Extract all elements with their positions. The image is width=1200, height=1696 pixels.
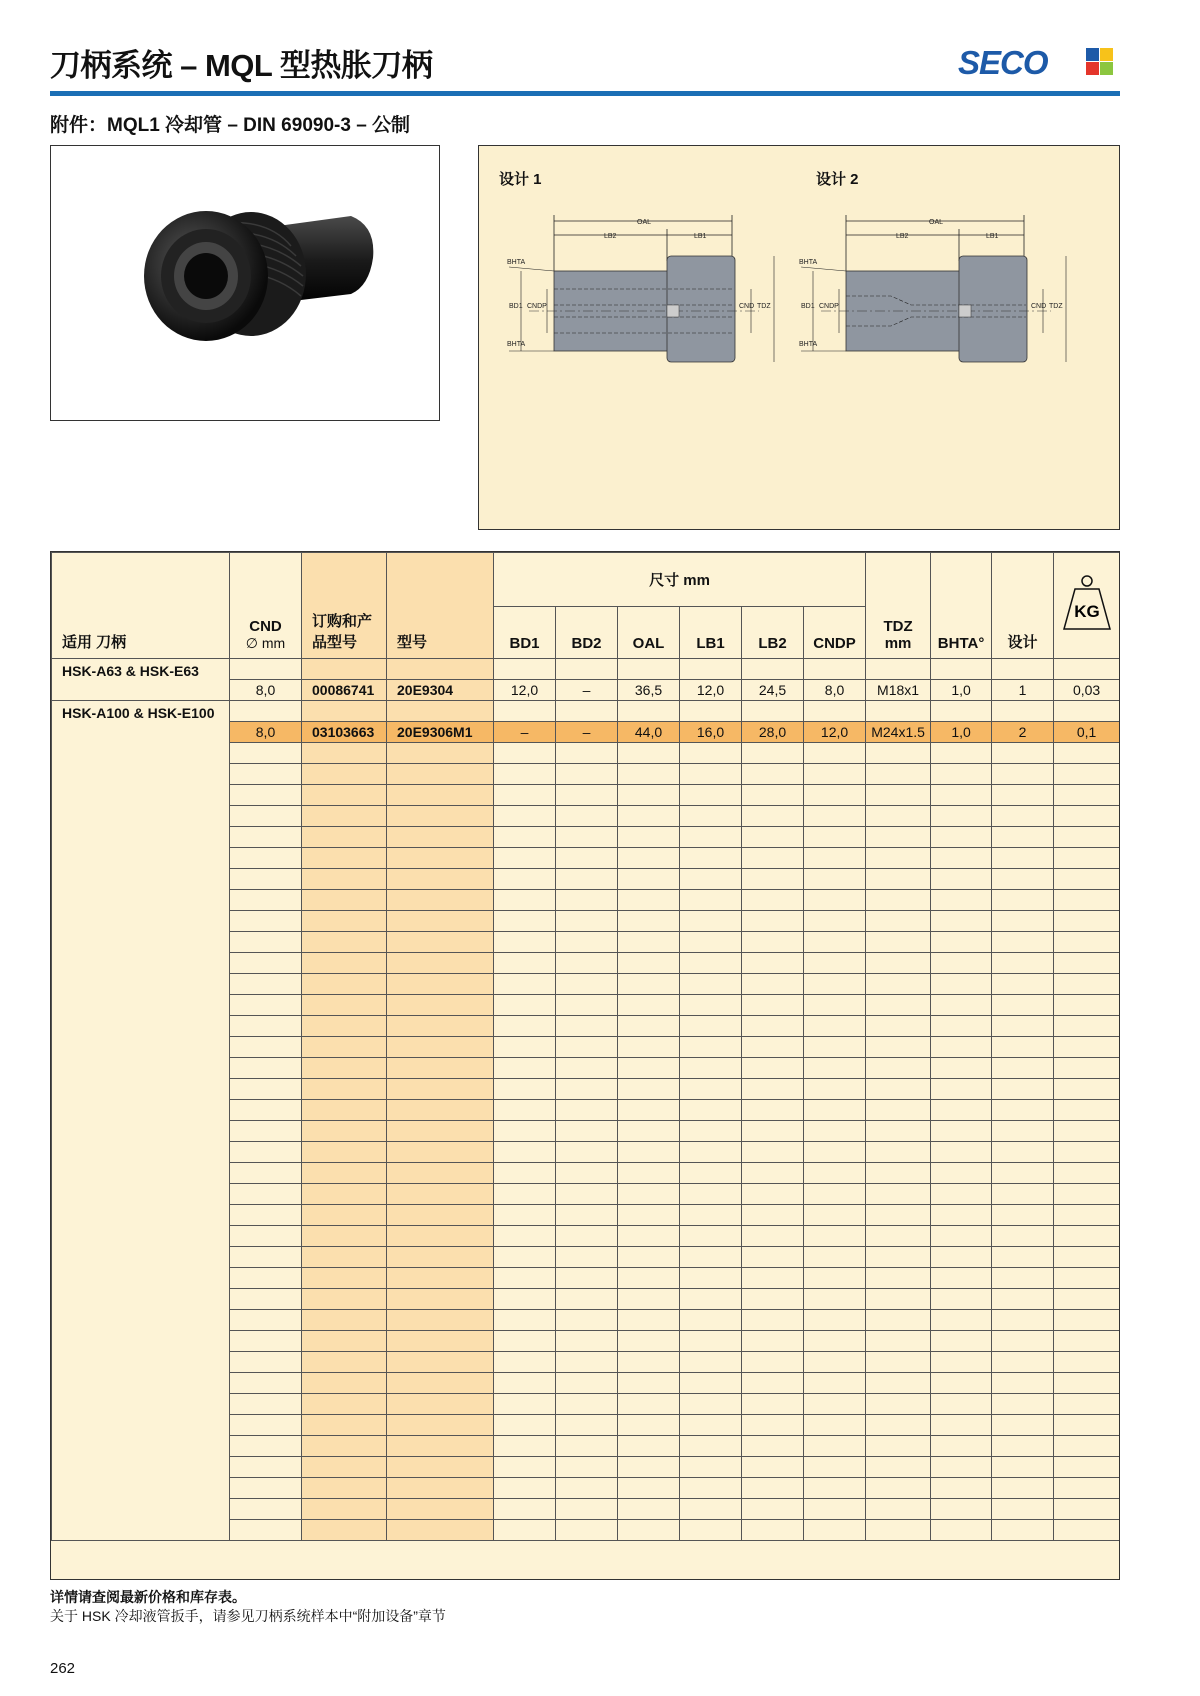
- cell-oal: 36,5: [618, 680, 680, 701]
- bd1-header: BD1: [494, 607, 556, 659]
- design1-cnd-label: CND: [739, 303, 755, 310]
- cell-design: 1: [992, 680, 1054, 701]
- design2-lb1-label: LB1: [986, 233, 999, 240]
- design2-bhta-top-label: BHTA: [799, 259, 818, 266]
- cell-bd1: 12,0: [494, 680, 556, 701]
- tdz-header-unit: mm: [884, 635, 912, 652]
- cell-bd2: –: [556, 722, 618, 743]
- order-number-header-line2: 品型号: [312, 634, 358, 651]
- design1-bhta-bottom-label: BHTA: [507, 341, 526, 348]
- group-holder-hsk63: HSK-A63 & HSK-E63: [52, 659, 230, 701]
- lb2-header: LB2: [742, 607, 804, 659]
- cnd-header-unit: ∅ mm: [245, 635, 286, 651]
- design1-lb1-label: LB1: [694, 233, 707, 240]
- product-table: [50, 551, 1120, 1580]
- cell-lb2: 24,5: [742, 680, 804, 701]
- design2-bd1-label: BD1: [801, 303, 815, 310]
- cnd-header-name: CND: [249, 618, 282, 635]
- product-photo: [50, 145, 440, 421]
- header-rule: [50, 91, 1120, 96]
- design1-bhta-top-label: BHTA: [507, 259, 526, 266]
- bd2-header: BD2: [556, 607, 618, 659]
- design2-bhta-bottom-label: BHTA: [799, 341, 818, 348]
- cell-bd2: –: [556, 680, 618, 701]
- design2-oal-label: OAL: [929, 219, 944, 226]
- cell-lb1: 12,0: [680, 680, 742, 701]
- cell-kg: 0,1: [1054, 722, 1120, 743]
- order-number-header-line1: 订购和产: [312, 613, 373, 630]
- cell-cnd: 8,0: [230, 722, 302, 743]
- cell-order-number: 03103663: [302, 722, 387, 743]
- cell-bhta: 1,0: [931, 722, 992, 743]
- cell-kg: 0,03: [1054, 680, 1120, 701]
- page-number: 262: [50, 1660, 76, 1677]
- design-header: 设计: [992, 553, 1054, 659]
- weight-kg-label: KG: [1073, 601, 1100, 621]
- lb1-header: LB1: [680, 607, 742, 659]
- weight-kg-icon: [1058, 573, 1116, 635]
- design1-cndp-label: CNDP: [527, 303, 547, 310]
- cell-model: 20E9306M1: [387, 722, 494, 743]
- section-subtitle: 附件：MQL1 冷却管 – DIN 69090-3 – 公制: [50, 115, 411, 136]
- design-diagrams: [478, 145, 1120, 530]
- tdz-header: [866, 553, 931, 659]
- cell-cnd: 8,0: [230, 680, 302, 701]
- design2-lb2-label: LB2: [896, 233, 909, 240]
- cell-cndp: 12,0: [804, 722, 866, 743]
- oal-header: OAL: [618, 607, 680, 659]
- design1-drawing: [489, 201, 789, 371]
- logo-squares-icon: [1086, 48, 1114, 76]
- bhta-header: BHTA°: [931, 553, 992, 659]
- cell-oal: 44,0: [618, 722, 680, 743]
- order-number-header: [302, 553, 387, 659]
- brand-name: SECO: [958, 44, 1048, 81]
- design1-lb2-label: LB2: [604, 233, 617, 240]
- footer-notes: [50, 1588, 446, 1626]
- design1-label: 设计 1: [499, 171, 542, 188]
- coolant-tube-photo-icon: [51, 146, 439, 420]
- design1-oal-label: OAL: [637, 219, 652, 226]
- cell-order-number: 00086741: [302, 680, 387, 701]
- design2-cnd-label: CND: [1031, 303, 1047, 310]
- footer-note-1: 详情请查阅最新价格和库存表。: [50, 1589, 246, 1605]
- cell-tdz: M18x1: [866, 680, 931, 701]
- cell-tdz: M24x1.5: [866, 722, 931, 743]
- cell-bhta: 1,0: [931, 680, 992, 701]
- group-holder-hsk100: HSK-A100 & HSK-E100: [52, 701, 230, 1541]
- cndp-header: CNDP: [804, 607, 866, 659]
- cell-lb2: 28,0: [742, 722, 804, 743]
- design2-tdz-label: TDZ: [1049, 303, 1063, 310]
- design2-label: 设计 2: [816, 171, 859, 188]
- tdz-header-name: TDZ: [883, 618, 913, 635]
- cell-design: 2: [992, 722, 1054, 743]
- dimensions-group-header: 尺寸 mm: [494, 553, 866, 607]
- footer-note-2: 关于 HSK 冷却液管扳手，请参见刀柄系统样本中“附加设备”章节: [50, 1608, 446, 1624]
- weight-header: [1054, 553, 1120, 659]
- page-title: 刀柄系统 – MQL 型热胀刀柄: [50, 48, 433, 83]
- cell-cndp: 8,0: [804, 680, 866, 701]
- design1-bd1-label: BD1: [509, 303, 523, 310]
- model-header: 型号: [387, 553, 494, 659]
- cnd-header: [230, 553, 302, 659]
- holder-header: 适用 刀柄: [52, 553, 230, 659]
- design2-cndp-label: CNDP: [819, 303, 839, 310]
- design2-drawing: [781, 201, 1081, 371]
- cell-lb1: 16,0: [680, 722, 742, 743]
- cell-bd1: –: [494, 722, 556, 743]
- cell-model: 20E9304: [387, 680, 494, 701]
- design1-tdz-label: TDZ: [757, 303, 771, 310]
